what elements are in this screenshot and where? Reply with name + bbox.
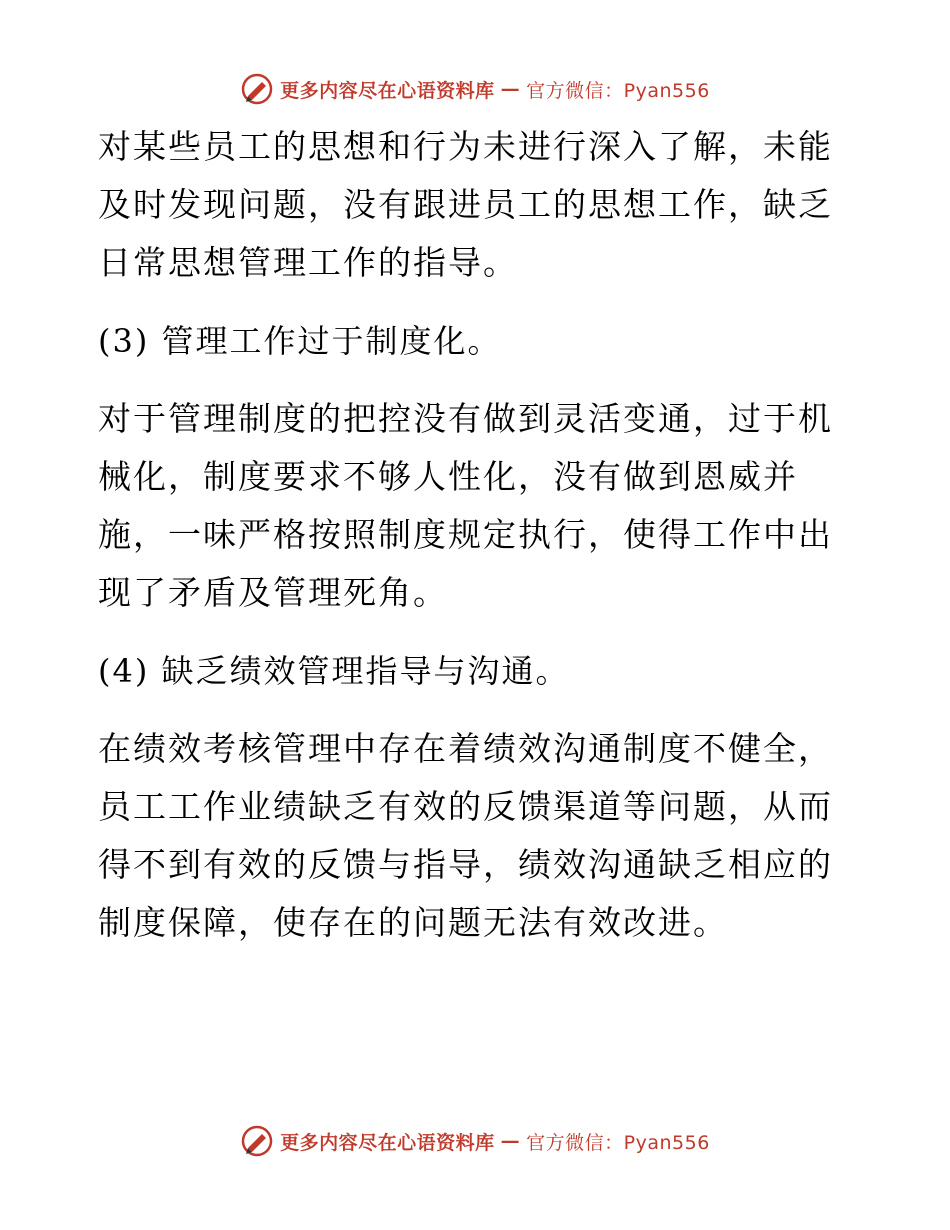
banner-wechat-text: 官方微信：Pyan556	[526, 79, 710, 102]
paragraph-1: 对某些员工的思想和行为未进行深入了解，未能及时发现问题，没有跟进员工的思想工作，缺乏日常思想管理工作的指导。	[98, 127, 833, 282]
pen-logo-icon	[240, 72, 274, 106]
header-banner	[0, 72, 950, 106]
footer-banner	[0, 1124, 950, 1158]
heading-4: (4) 缺乏绩效管理指导与沟通。	[98, 652, 570, 690]
paragraph-3: 在绩效考核管理中存在着绩效沟通制度不健全，员工工作业绩缺乏有效的反馈渠道等问题，从而得不到有效的反馈与指导，绩效沟通缺乏相应的制度保障，使存在的问题无法有效改进。	[98, 729, 833, 942]
paragraph-2: 对于管理制度的把控没有做到灵活变通，过于机械化，制度要求不够人性化，没有做到恩威并施，一味严格按照制度规定执行，使得工作中出现了矛盾及管理死角。	[98, 399, 833, 612]
banner-dash: —	[500, 78, 521, 100]
banner-wechat-text: 官方微信：Pyan556	[526, 1131, 710, 1154]
document-body	[98, 118, 858, 952]
banner-main-text: 更多内容尽在心语资料库	[280, 79, 495, 102]
banner-main-text: 更多内容尽在心语资料库	[280, 1131, 495, 1154]
pen-logo-icon	[240, 1124, 274, 1158]
banner-dash: —	[500, 1130, 521, 1152]
heading-3: (3) 管理工作过于制度化。	[98, 322, 502, 360]
